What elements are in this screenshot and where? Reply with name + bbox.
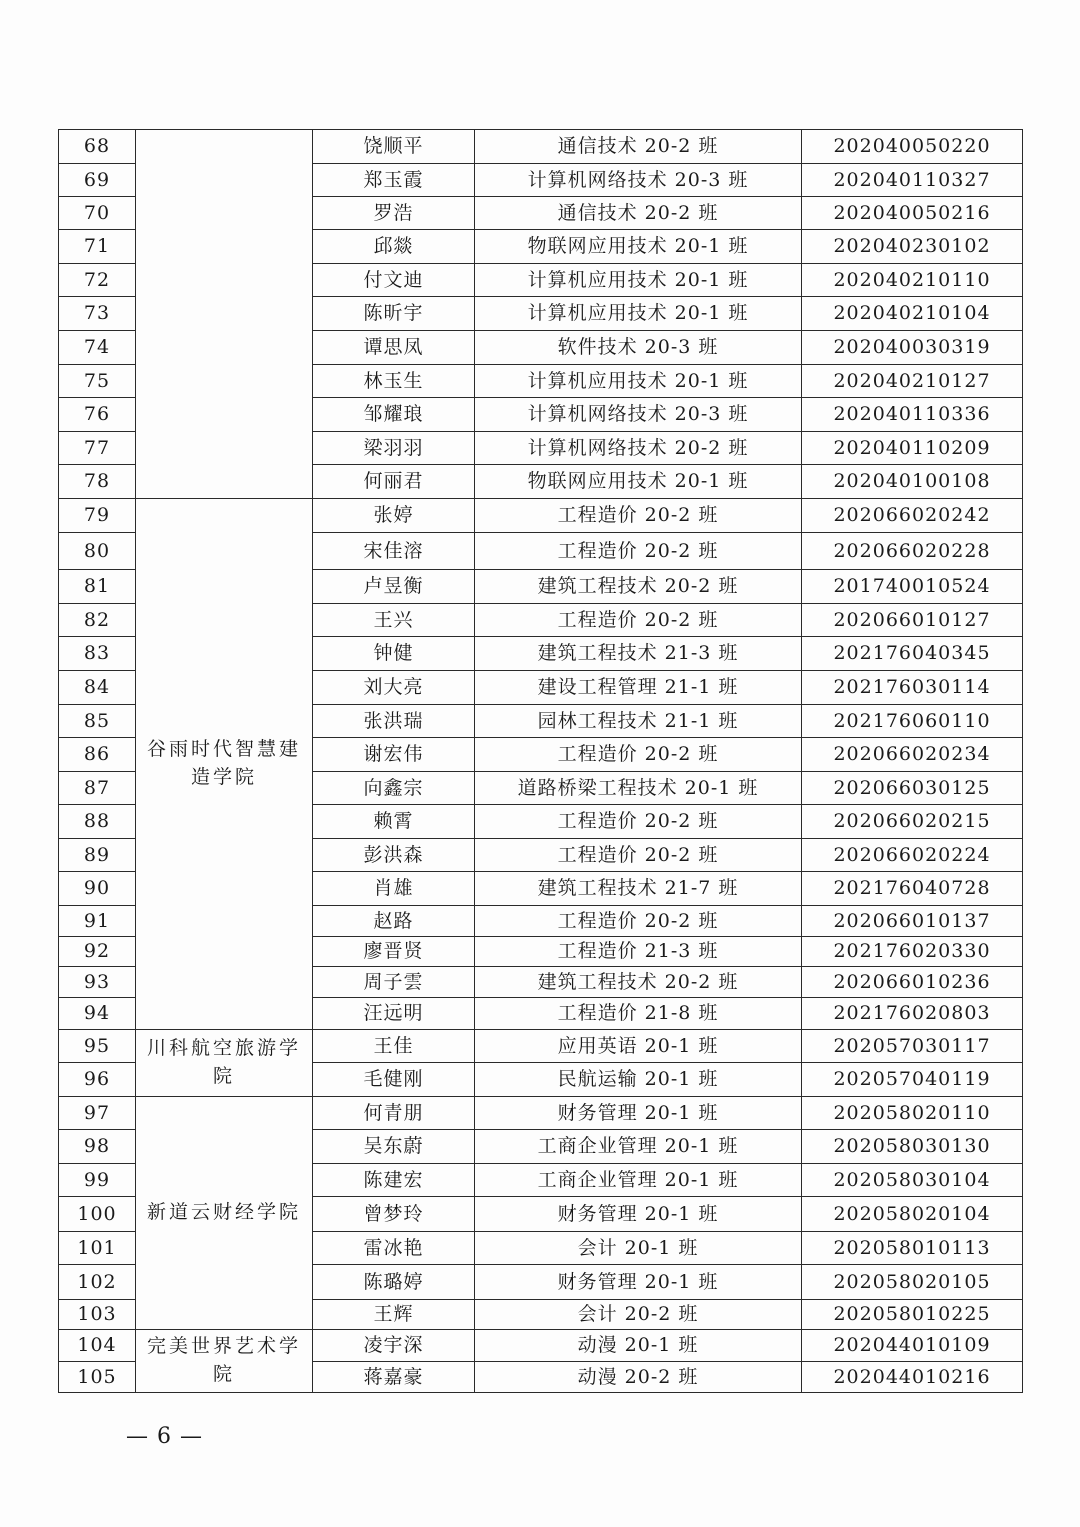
student-id-cell: 202040230102 [802, 230, 1023, 264]
row-number-cell: 74 [59, 331, 136, 365]
class-name-cell: 应用英语 20-1 班 [475, 1030, 802, 1063]
student-name-cell: 陈建宏 [313, 1164, 475, 1197]
row-number-cell: 97 [59, 1097, 136, 1130]
class-name-cell: 工程造价 20-2 班 [475, 906, 802, 937]
class-name-cell: 财务管理 20-1 班 [475, 1197, 802, 1232]
row-number-cell: 103 [59, 1300, 136, 1330]
row-number-cell: 72 [59, 264, 136, 297]
student-id-cell: 202176020803 [802, 998, 1023, 1030]
student-id-cell: 202044010216 [802, 1362, 1023, 1393]
student-id-cell: 202057030117 [802, 1030, 1023, 1063]
row-number-cell: 87 [59, 772, 136, 805]
table-row [59, 1330, 1023, 1362]
student-name-cell: 彭洪森 [313, 839, 475, 872]
class-name-cell: 计算机网络技术 20-3 班 [475, 398, 802, 432]
class-name-cell: 工程造价 21-8 班 [475, 998, 802, 1030]
student-name-cell: 蒋嘉豪 [313, 1362, 475, 1393]
row-number-cell: 90 [59, 872, 136, 906]
row-number-cell: 98 [59, 1130, 136, 1164]
row-number-cell: 95 [59, 1030, 136, 1063]
student-id-cell: 202066010137 [802, 906, 1023, 937]
student-id-cell: 202040210127 [802, 365, 1023, 398]
row-number-cell: 76 [59, 398, 136, 432]
row-number-cell: 86 [59, 738, 136, 772]
student-id-cell: 202176040345 [802, 637, 1023, 671]
student-id-cell: 202176030114 [802, 671, 1023, 705]
student-id-cell: 202066030125 [802, 772, 1023, 805]
student-id-cell: 202066020224 [802, 839, 1023, 872]
student-id-cell: 202066020242 [802, 499, 1023, 533]
class-name-cell: 工程造价 20-2 班 [475, 738, 802, 772]
student-name-cell: 邹耀琅 [313, 398, 475, 432]
student-id-cell: 202066020228 [802, 533, 1023, 570]
college-cell: 新道云财经学院 [136, 1097, 313, 1330]
student-name-cell: 汪远明 [313, 998, 475, 1030]
student-id-cell: 202058020110 [802, 1097, 1023, 1130]
row-number-cell: 85 [59, 705, 136, 738]
row-number-cell: 99 [59, 1164, 136, 1197]
student-name-cell: 林玉生 [313, 365, 475, 398]
row-number-cell: 101 [59, 1232, 136, 1265]
class-name-cell: 动漫 20-2 班 [475, 1362, 802, 1393]
class-name-cell: 计算机网络技术 20-2 班 [475, 432, 802, 465]
student-id-cell: 202058030130 [802, 1130, 1023, 1164]
student-id-cell: 202058020105 [802, 1265, 1023, 1300]
row-number-cell: 105 [59, 1362, 136, 1393]
student-name-cell: 陈璐婷 [313, 1265, 475, 1300]
student-name-cell: 邱燚 [313, 230, 475, 264]
student-name-cell: 宋佳溶 [313, 533, 475, 570]
class-name-cell: 计算机网络技术 20-3 班 [475, 164, 802, 197]
row-number-cell: 82 [59, 604, 136, 637]
student-name-cell: 陈昕宇 [313, 297, 475, 331]
student-id-cell: 202040050216 [802, 197, 1023, 230]
class-name-cell: 道路桥梁工程技术 20-1 班 [475, 772, 802, 805]
student-id-cell: 202040110336 [802, 398, 1023, 432]
student-id-cell: 202044010109 [802, 1330, 1023, 1362]
student-id-cell: 202040050220 [802, 130, 1023, 164]
table-row [59, 130, 1023, 164]
class-name-cell: 物联网应用技术 20-1 班 [475, 465, 802, 499]
student-id-cell: 202066010236 [802, 967, 1023, 998]
class-name-cell: 建筑工程技术 20-2 班 [475, 570, 802, 604]
table-row [59, 1030, 1023, 1063]
student-name-cell: 张婷 [313, 499, 475, 533]
student-name-cell: 张洪瑞 [313, 705, 475, 738]
class-name-cell: 建筑工程技术 21-7 班 [475, 872, 802, 906]
row-number-cell: 100 [59, 1197, 136, 1232]
row-number-cell: 96 [59, 1063, 136, 1097]
student-name-cell: 何丽君 [313, 465, 475, 499]
class-name-cell: 计算机应用技术 20-1 班 [475, 365, 802, 398]
student-name-cell: 罗浩 [313, 197, 475, 230]
student-name-cell: 王辉 [313, 1300, 475, 1330]
class-name-cell: 会计 20-2 班 [475, 1300, 802, 1330]
student-name-cell: 周子雲 [313, 967, 475, 998]
row-number-cell: 75 [59, 365, 136, 398]
student-name-cell: 何青朋 [313, 1097, 475, 1130]
row-number-cell: 102 [59, 1265, 136, 1300]
college-cell [136, 130, 313, 499]
roster-body [59, 130, 1023, 1393]
row-number-cell: 104 [59, 1330, 136, 1362]
class-name-cell: 会计 20-1 班 [475, 1232, 802, 1265]
student-name-cell: 谢宏伟 [313, 738, 475, 772]
student-name-cell: 郑玉霞 [313, 164, 475, 197]
student-id-cell: 202040100108 [802, 465, 1023, 499]
student-id-cell: 202176020330 [802, 937, 1023, 967]
row-number-cell: 73 [59, 297, 136, 331]
row-number-cell: 78 [59, 465, 136, 499]
student-name-cell: 王佳 [313, 1030, 475, 1063]
student-name-cell: 赖霄 [313, 805, 475, 839]
student-name-cell: 饶顺平 [313, 130, 475, 164]
student-name-cell: 向鑫宗 [313, 772, 475, 805]
student-id-cell: 202066020215 [802, 805, 1023, 839]
class-name-cell: 工程造价 20-2 班 [475, 805, 802, 839]
student-name-cell: 毛健刚 [313, 1063, 475, 1097]
student-id-cell: 202058010225 [802, 1300, 1023, 1330]
row-number-cell: 93 [59, 967, 136, 998]
table-row [59, 499, 1023, 533]
student-name-cell: 王兴 [313, 604, 475, 637]
student-id-cell: 202057040119 [802, 1063, 1023, 1097]
student-id-cell: 202058020104 [802, 1197, 1023, 1232]
student-name-cell: 廖晋贤 [313, 937, 475, 967]
student-name-cell: 谭思凤 [313, 331, 475, 365]
table-row [59, 1097, 1023, 1130]
class-name-cell: 动漫 20-1 班 [475, 1330, 802, 1362]
college-cell: 谷雨时代智慧建造学院 [136, 499, 313, 1030]
class-name-cell: 财务管理 20-1 班 [475, 1097, 802, 1130]
student-id-cell: 202066010127 [802, 604, 1023, 637]
row-number-cell: 71 [59, 230, 136, 264]
student-id-cell: 202040210110 [802, 264, 1023, 297]
student-id-cell: 202040030319 [802, 331, 1023, 365]
row-number-cell: 79 [59, 499, 136, 533]
class-name-cell: 工程造价 20-2 班 [475, 839, 802, 872]
student-name-cell: 钟健 [313, 637, 475, 671]
class-name-cell: 工程造价 21-3 班 [475, 937, 802, 967]
row-number-cell: 84 [59, 671, 136, 705]
page-number: — 6 — [126, 1424, 203, 1449]
class-name-cell: 工程造价 20-2 班 [475, 499, 802, 533]
student-roster-table [58, 129, 1023, 1393]
row-number-cell: 80 [59, 533, 136, 570]
student-id-cell: 201740010524 [802, 570, 1023, 604]
student-name-cell: 梁羽羽 [313, 432, 475, 465]
class-name-cell: 通信技术 20-2 班 [475, 197, 802, 230]
student-name-cell: 赵路 [313, 906, 475, 937]
student-name-cell: 卢昱衡 [313, 570, 475, 604]
student-name-cell: 吴东蔚 [313, 1130, 475, 1164]
row-number-cell: 77 [59, 432, 136, 465]
class-name-cell: 民航运输 20-1 班 [475, 1063, 802, 1097]
class-name-cell: 工程造价 20-2 班 [475, 604, 802, 637]
class-name-cell: 工商企业管理 20-1 班 [475, 1164, 802, 1197]
class-name-cell: 软件技术 20-3 班 [475, 331, 802, 365]
class-name-cell: 建设工程管理 21-1 班 [475, 671, 802, 705]
student-id-cell: 202176060110 [802, 705, 1023, 738]
row-number-cell: 89 [59, 839, 136, 872]
student-id-cell: 202066020234 [802, 738, 1023, 772]
row-number-cell: 69 [59, 164, 136, 197]
student-id-cell: 202040110327 [802, 164, 1023, 197]
row-number-cell: 92 [59, 937, 136, 967]
class-name-cell: 工程造价 20-2 班 [475, 533, 802, 570]
row-number-cell: 81 [59, 570, 136, 604]
class-name-cell: 建筑工程技术 21-3 班 [475, 637, 802, 671]
row-number-cell: 68 [59, 130, 136, 164]
row-number-cell: 91 [59, 906, 136, 937]
college-cell: 完美世界艺术学院 [136, 1330, 313, 1393]
row-number-cell: 88 [59, 805, 136, 839]
student-name-cell: 肖雄 [313, 872, 475, 906]
student-id-cell: 202058010113 [802, 1232, 1023, 1265]
student-name-cell: 曾梦玲 [313, 1197, 475, 1232]
class-name-cell: 工商企业管理 20-1 班 [475, 1130, 802, 1164]
class-name-cell: 园林工程技术 21-1 班 [475, 705, 802, 738]
student-id-cell: 202176040728 [802, 872, 1023, 906]
row-number-cell: 83 [59, 637, 136, 671]
class-name-cell: 财务管理 20-1 班 [475, 1265, 802, 1300]
row-number-cell: 70 [59, 197, 136, 230]
class-name-cell: 建筑工程技术 20-2 班 [475, 967, 802, 998]
student-name-cell: 付文迪 [313, 264, 475, 297]
class-name-cell: 物联网应用技术 20-1 班 [475, 230, 802, 264]
college-cell: 川科航空旅游学院 [136, 1030, 313, 1097]
student-name-cell: 凌宇深 [313, 1330, 475, 1362]
student-id-cell: 202040110209 [802, 432, 1023, 465]
class-name-cell: 计算机应用技术 20-1 班 [475, 264, 802, 297]
student-name-cell: 刘大亮 [313, 671, 475, 705]
student-id-cell: 202040210104 [802, 297, 1023, 331]
student-id-cell: 202058030104 [802, 1164, 1023, 1197]
row-number-cell: 94 [59, 998, 136, 1030]
class-name-cell: 通信技术 20-2 班 [475, 130, 802, 164]
class-name-cell: 计算机应用技术 20-1 班 [475, 297, 802, 331]
student-name-cell: 雷冰艳 [313, 1232, 475, 1265]
